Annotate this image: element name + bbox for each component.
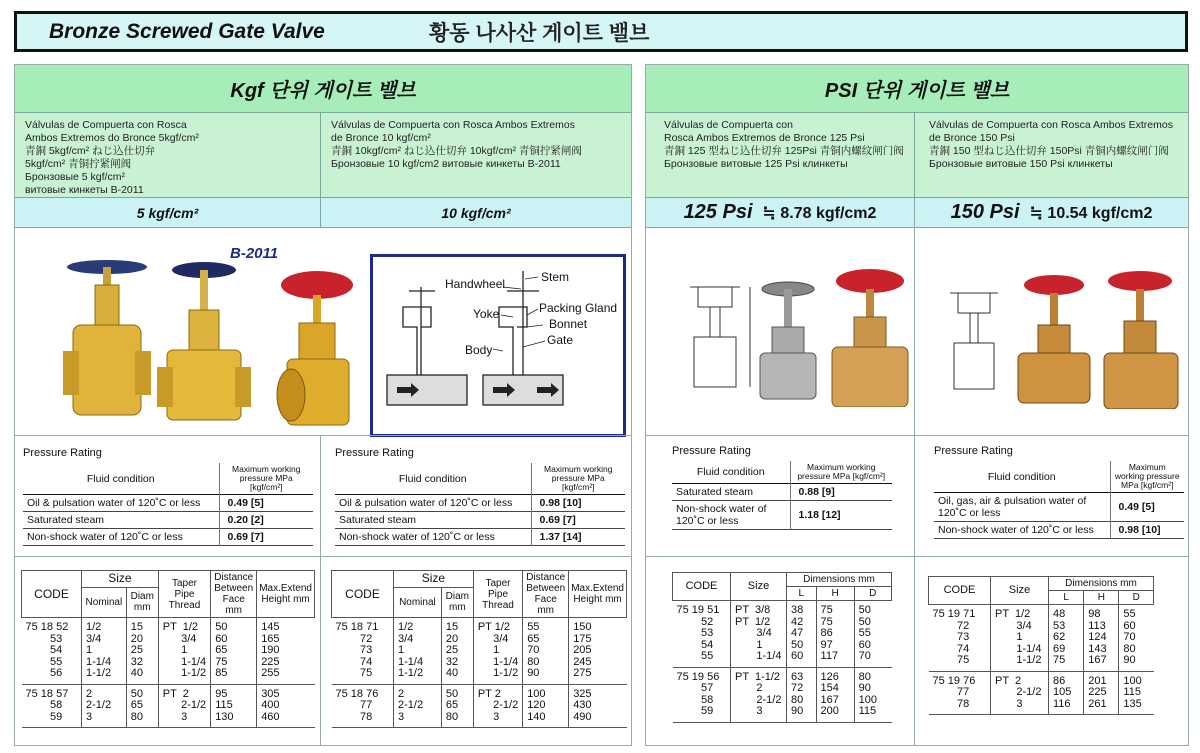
- table-row: 75 19 76 77 78 PT 2 2-1/2 3 86 105 116 201 225 261 100 115 135: [929, 671, 1154, 715]
- pressure-table-10kgf: Pressure Rating Fluid condition Maximum working pressure MPa [kgf/cm²] Oil & pulsation water of 120˚C or less 0.98 [10] Saturated steam 0.69 [7] Non-shock water of 120˚C or less 1.37 [14]: [335, 447, 625, 546]
- label-packing-gland: Packing Gland: [539, 301, 618, 315]
- dimension-table-10kgf: CODE Size Taper Pipe Thread Distance Between Face mm Max.Extend Height mm Nominal Diam mm 75 18 71 72 73 74 75 1/2 3/4 1 1-1/4 1-1/2 15 20 25 32 40 PT 1/2 3/4 1 1-1/4 1-1/2 55 65 70 80 90 150 175 205 245 275 75 18 76 77 78 2 2-1/2 3 50 65 80 PT 2 2-1/2 3 100 120 140 325 430 490: [331, 570, 627, 728]
- valve-photos-5kgf: [59, 255, 359, 435]
- right-panel: [645, 64, 1189, 746]
- table-row: 75 18 57 58 59 2 2-1/2 3 50 65 80 PT 2 2-1/2 3 95 115 130 305 400 460: [22, 684, 315, 728]
- title-ko: 황동 나사산 게이트 밸브: [429, 21, 650, 45]
- left-desc-10kgf: Válvulas de Compuerta con Rosca Ambos Extremos de Bronce 10 kgf/cm² 青銅 10kgf/cm² ねじ込仕切弁 10kgf/cm² 青铜拧紧闸阀 Бронзовые 10 kgf/cm2 витовые кинкеты B-2011: [320, 113, 631, 197]
- dimension-table-5kgf: CODE Size Taper Pipe Thread Distance Between Face mm Max.Extend Height mm Nominal Diam mm 75 18 52 53 54 55 56 1/2 3/4 1 1-1/4 1-1/2 15 20 25 32 40 PT 1/2 3/4 1 1-1/4 1-1/2 50 60 65 75 85 145 165 190 225 255 75 18 57 58 59 2 2-1/2 3 50 65 80 PT 2 2-1/2 3 95 115 130 305 400 460: [21, 570, 315, 728]
- table-row: Non-shock water of 120˚C or less 0.69 [7]: [23, 529, 313, 546]
- left-panel: [14, 64, 632, 746]
- table-row: Oil, gas, air & pulsation water of 120˚C or less 0.49 [5]: [934, 493, 1184, 522]
- table-row: Non-shock water of 120˚C or less 1.18 [12]: [672, 501, 892, 530]
- sub-10kgf: 10 kgf/cm²: [320, 198, 631, 227]
- sub-5kgf: 5 kgf/cm²: [136, 204, 199, 221]
- left-sub-row: [15, 198, 631, 228]
- title-bar: [14, 11, 1188, 52]
- valve-photo-125-silver: [760, 282, 816, 399]
- table-row: 75 18 71 72 73 74 75 1/2 3/4 1 1-1/4 1-1/2 15 20 25 32 40 PT 1/2 3/4 1 1-1/4 1-1/2 55 65 70 80 90 150 175 205 245 275: [332, 618, 627, 685]
- table-row: Oil & pulsation water of 120˚C or less 0.98 [10]: [335, 495, 625, 512]
- table-row: 75 19 56 57 58 59 PT 1-1/2 2 2-1/2 3 63 72 80 90 126 154 167 200 80 90 100 115: [673, 667, 892, 722]
- valve-photos-125psi: [680, 267, 910, 407]
- drawing-150psi: [950, 293, 998, 389]
- right-sub-row: [646, 198, 1188, 228]
- table-row: Saturated steam 0.20 [2]: [23, 512, 313, 529]
- table-row: Non-shock water of 120˚C or less 0.98 [10]: [934, 522, 1184, 539]
- left-heading: Kgf 단위 게이트 밸브: [15, 65, 631, 113]
- pressure-table-125psi: Pressure Rating Fluid condition Maximum working pressure MPa [kgf/cm²] Saturated steam 0.88 [9] Non-shock water of 120˚C or less 1.18 [12]: [672, 445, 892, 530]
- label-stem: Stem: [541, 270, 570, 284]
- table-row: 75 18 52 53 54 55 56 1/2 3/4 1 1-1/4 1-1/2 15 20 25 32 40 PT 1/2 3/4 1 1-1/4 1-1/2 50 60 65 75 85 145 165 190 225 255: [22, 618, 315, 685]
- valve-photo-150-1: [1018, 275, 1090, 403]
- valve-photo-3: [277, 271, 353, 425]
- left-desc-5kgf: Válvulas de Compuerta con Rosca Ambos Extremos do Bronce 5kgf/cm² 青銅 5kgf/cm² ねじ込仕切弁 5kgf/cm² 青铜拧紧闸阀 Бронзовые 5 kgf/cm² витовые кинкеты B-2011: [25, 119, 199, 196]
- table-row: 75 18 76 77 78 2 2-1/2 3 50 65 80 PT 2 2-1/2 3 100 120 140 325 430 490: [332, 684, 627, 728]
- drawing-125psi: [690, 287, 750, 387]
- label-handwheel: Handwheel: [445, 277, 506, 291]
- valve-photos-150psi: [942, 269, 1182, 409]
- table-row: Saturated steam 0.88 [9]: [672, 484, 892, 501]
- left-desc-row: [15, 113, 631, 198]
- table-row: 75 19 71 72 73 74 75 PT 1/2 3/4 1 1-1/4 1-1/2 48 53 62 69 75 98 113 124 143 167 55 60 70 80 90: [929, 605, 1154, 672]
- valve-photo-1: [63, 260, 151, 415]
- label-bonnet: Bonnet: [549, 317, 588, 331]
- valve-photo-2: [157, 262, 251, 420]
- anatomy-diagram: [370, 254, 626, 437]
- label-gate: Gate: [547, 333, 574, 347]
- valve-photo-150-2: [1104, 271, 1178, 409]
- pressure-table-150psi: Pressure Rating Fluid condition Maximum working pressure MPa [kgf/cm²] Oil, gas, air & pulsation water of 120˚C or less 0.49 [5] Non-shock water of 120˚C or less 0.98 [10]: [934, 445, 1184, 539]
- pressure-table-5kgf: Pressure Rating Fluid condition Maximum working pressure MPa [kgf/cm²] Oil & pulsation water of 120˚C or less 0.49 [5] Saturated steam 0.20 [2] Non-shock water of 120˚C or less 0.69 [7]: [23, 447, 313, 546]
- right-desc-150psi: Válvulas de Compuerta con Rosca Ambos Extremos de Bronce 150 Psi 青銅 150 型ねじ込仕切弁 150Psi 青铜内螺纹闸门阀 Бронзовые витовые 150 Psi клинкеты: [914, 113, 1188, 197]
- dimension-table-125psi: CODE Size Dimensions mm L H D 75 19 51 52 53 54 55 PT 3/8 PT 1/2 3/4 1 1-1/4 38 42 47 50 60 75 75 86 97 117 50 50 55 60 70 75 19 56 57 58 59 PT 1-1/2 2 2-1/2 3 63 72 80 90 126 154 167 200 80 90 100 115: [672, 572, 892, 723]
- table-row: 75 19 51 52 53 54 55 PT 3/8 PT 1/2 3/4 1 1-1/4 38 42 47 50 60 75 75 86 97 117 50 50 55 60 70: [673, 601, 892, 668]
- valve-photo-125-bronze: [832, 269, 908, 407]
- model-label: B-2011: [230, 245, 279, 262]
- dimension-table-150psi: CODE Size Dimensions mm L H D 75 19 71 72 73 74 75 PT 1/2 3/4 1 1-1/4 1-1/2 48 53 62 69 75 98 113 124 143 167 55 60 70 80 90 75 19 76 77 78 PT 2 2-1/2 3 86 105 116 201 225 261 100 115 135: [928, 576, 1154, 715]
- sub-150psi: 150 Psi ≒ 10.54 kgf/cm2: [914, 198, 1188, 227]
- title-en: Bronze Screwed Gate Valve: [49, 19, 325, 43]
- right-desc-row: [646, 113, 1188, 198]
- table-row: Non-shock water of 120˚C or less 1.37 [14]: [335, 529, 625, 546]
- right-desc-125psi: Válvulas de Compuerta con Rosca Ambos Extremos de Bronce 125 Psi 青銅 125 型ねじ込仕切弁 125Psi 青铜内螺纹闸门阀 Бронзовые витовые 125 Psi клинкеты: [664, 119, 904, 170]
- label-yoke: Yoke: [473, 307, 500, 321]
- table-row: Saturated steam 0.69 [7]: [335, 512, 625, 529]
- sub-125psi: 125 Psi ≒ 8.78 kgf/cm2: [683, 201, 877, 223]
- table-row: Oil & pulsation water of 120˚C or less 0.49 [5]: [23, 495, 313, 512]
- right-heading: PSI 단위 게이트 밸브: [646, 65, 1188, 113]
- label-body: Body: [465, 343, 493, 357]
